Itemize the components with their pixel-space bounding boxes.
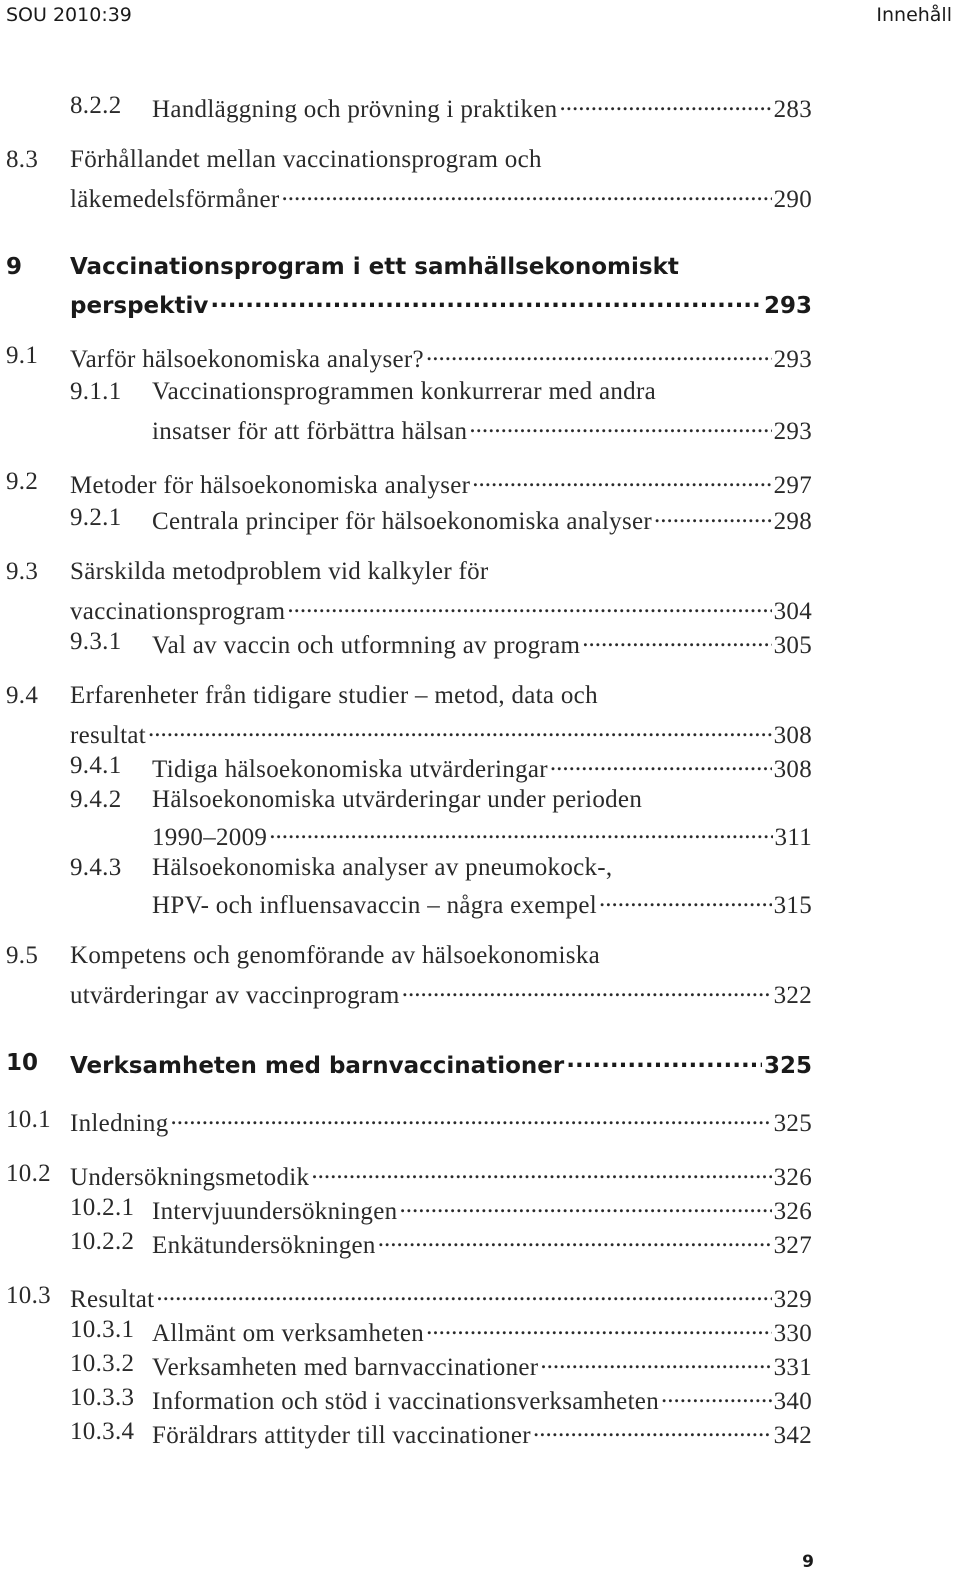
toc-entry-line bbox=[152, 92, 812, 124]
toc-entry-title: Erfarenheter från tidigare studier – metod, data och bbox=[70, 682, 598, 709]
toc-entry-line bbox=[152, 1228, 812, 1260]
dot-leader bbox=[311, 1160, 771, 1185]
toc-entry-line bbox=[152, 1194, 812, 1226]
toc-entry-number: 9.2.1 bbox=[70, 504, 122, 531]
toc-entry-title: Undersökningsmetodik bbox=[70, 1164, 310, 1191]
toc-entry-number: 10.3.4 bbox=[70, 1418, 135, 1445]
toc-entry-number: 10.1 bbox=[6, 1106, 51, 1133]
toc-entry-line bbox=[70, 290, 812, 319]
toc-entry-page: 325 bbox=[773, 1110, 812, 1137]
dot-leader bbox=[559, 92, 771, 117]
toc-entry-page: 322 bbox=[773, 982, 812, 1009]
toc-entry-title: Allmänt om verksamheten bbox=[152, 1320, 425, 1347]
dot-leader bbox=[171, 1106, 772, 1131]
toc-entry-number: 9.1.1 bbox=[70, 378, 122, 405]
toc-entry-page: 293 bbox=[763, 293, 812, 319]
toc-entry-line bbox=[152, 628, 812, 660]
running-header-left: SOU 2010:39 bbox=[6, 4, 132, 26]
toc-entry-number: 8.2.2 bbox=[70, 92, 122, 119]
toc-entry-title: Förhållandet mellan vaccinationsprogram och bbox=[70, 146, 542, 173]
dot-leader bbox=[472, 468, 771, 493]
toc-entry-title: perspektiv bbox=[70, 293, 209, 319]
toc-entry-title: Verksamheten med barnvaccinationer bbox=[152, 1354, 539, 1381]
dot-leader bbox=[654, 504, 772, 529]
dot-leader bbox=[281, 182, 771, 207]
toc-entry-title: Hälsoekonomiska utvärderingar under perioden bbox=[152, 786, 643, 813]
toc-entry-title: Särskilda metodproblem vid kalkyler för bbox=[70, 558, 489, 585]
toc-entry-title: utvärderingar av vaccinprogram bbox=[70, 982, 400, 1009]
toc-entry-line bbox=[70, 1282, 812, 1314]
toc-entry-title: Kompetens och genomförande av hälsoekonomiska bbox=[70, 942, 601, 969]
toc-entry-title: Hälsoekonomiska analyser av pneumokock-, bbox=[152, 854, 613, 881]
dot-leader bbox=[287, 594, 771, 619]
toc-entry-line bbox=[152, 1418, 812, 1450]
toc-entry-line bbox=[152, 1316, 812, 1348]
toc-entry-title: Val av vaccin och utformning av program bbox=[152, 632, 581, 659]
toc-entry-title: Varför hälsoekonomiska analyser? bbox=[70, 346, 424, 373]
toc-entry-title: Verksamheten med barnvaccinationer bbox=[70, 1053, 565, 1079]
toc-entry-number: 9.4.2 bbox=[70, 786, 122, 813]
running-header-right: Innehåll bbox=[876, 4, 952, 26]
toc-entry-title: Tidiga hälsoekonomiska utvärderingar bbox=[152, 756, 548, 783]
toc-entry-title: vaccinationsprogram bbox=[70, 598, 286, 625]
toc-entry-page: 326 bbox=[773, 1164, 812, 1191]
toc-entry-line bbox=[70, 342, 812, 374]
toc-entry-page: 325 bbox=[763, 1053, 812, 1079]
toc-entry-title: läkemedelsförmåner bbox=[70, 186, 280, 213]
dot-leader bbox=[566, 1050, 762, 1073]
toc-entry-page: 340 bbox=[773, 1388, 812, 1415]
toc-entry-title: 1990–2009 bbox=[152, 824, 268, 851]
toc-entry-title: Intervjuundersökningen bbox=[152, 1198, 398, 1225]
dot-leader bbox=[156, 1282, 771, 1307]
toc-entry-page: 298 bbox=[773, 508, 812, 535]
dot-leader bbox=[469, 414, 771, 439]
dot-leader bbox=[399, 1194, 771, 1219]
toc-entry-page: 283 bbox=[773, 96, 812, 123]
dot-leader bbox=[378, 1228, 772, 1253]
toc-entry-number: 9.3.1 bbox=[70, 628, 122, 655]
toc-entry-number: 9 bbox=[6, 254, 23, 280]
toc-entry-title: Föräldrars attityder till vaccinationer bbox=[152, 1422, 531, 1449]
toc-entry-title: Vaccinationsprogram i ett samhällsekonomiskt bbox=[70, 254, 679, 280]
toc-entry-title: Resultat bbox=[70, 1286, 155, 1313]
toc-entry-number: 9.3 bbox=[6, 558, 39, 585]
toc-entry-line bbox=[152, 820, 812, 852]
toc-entry-number: 9.5 bbox=[6, 942, 39, 969]
dot-leader bbox=[269, 820, 772, 845]
toc-entry-number: 9.1 bbox=[6, 342, 39, 369]
toc-entry-page: 308 bbox=[773, 722, 812, 749]
toc-entry-line bbox=[70, 594, 812, 626]
toc-entry-number: 9.4.3 bbox=[70, 854, 122, 881]
dot-leader bbox=[582, 628, 771, 653]
toc-entry-title: resultat bbox=[70, 722, 146, 749]
toc-entry-title: insatser för att förbättra hälsan bbox=[152, 418, 468, 445]
dot-leader bbox=[661, 1384, 772, 1409]
toc-entry-line bbox=[70, 182, 812, 214]
dot-leader bbox=[402, 978, 772, 1003]
toc-entry-page: 293 bbox=[773, 418, 812, 445]
toc-entry-line bbox=[70, 1050, 812, 1079]
toc-entry-page: 311 bbox=[774, 824, 812, 851]
toc-entry-number: 10.2.2 bbox=[70, 1228, 135, 1255]
toc-entry-page: 293 bbox=[773, 346, 812, 373]
toc-entry-page: 290 bbox=[773, 186, 812, 213]
dot-leader bbox=[550, 752, 772, 777]
dot-leader bbox=[599, 888, 772, 913]
toc-entry-page: 327 bbox=[773, 1232, 812, 1259]
toc-entry-title: Enkätundersökningen bbox=[152, 1232, 376, 1259]
toc-entry-page: 304 bbox=[773, 598, 812, 625]
toc-entry-line bbox=[152, 1350, 812, 1382]
toc-entry-page: 315 bbox=[773, 892, 812, 919]
toc-entry-title: Information och stöd i vaccinationsverksamheten bbox=[152, 1388, 660, 1415]
toc-entry-page: 308 bbox=[773, 756, 812, 783]
toc-entry-number: 8.3 bbox=[6, 146, 39, 173]
toc-entry-title: Metoder för hälsoekonomiska analyser bbox=[70, 472, 471, 499]
toc-entry-number: 10.2 bbox=[6, 1160, 51, 1187]
dot-leader bbox=[210, 290, 762, 313]
toc-entry-line bbox=[70, 1160, 812, 1192]
toc-entry-title: HPV- och influensavaccin – några exempel bbox=[152, 892, 597, 919]
dot-leader bbox=[148, 718, 772, 743]
toc-entry-line bbox=[70, 718, 812, 750]
toc-entry-line bbox=[70, 978, 812, 1010]
toc-entry-title: Handläggning och prövning i praktiken bbox=[152, 96, 558, 123]
toc-entry-number: 9.4 bbox=[6, 682, 39, 709]
toc-entry-number: 10.3 bbox=[6, 1282, 51, 1309]
dot-leader bbox=[426, 342, 772, 367]
toc-entry-page: 305 bbox=[773, 632, 812, 659]
toc-entry-number: 10 bbox=[6, 1050, 39, 1076]
dot-leader bbox=[533, 1418, 772, 1443]
toc-entry-line bbox=[152, 414, 812, 446]
toc-entry-line bbox=[152, 1384, 812, 1416]
dot-leader bbox=[426, 1316, 771, 1341]
toc-entry-title: Vaccinationsprogrammen konkurrerar med andra bbox=[152, 378, 656, 405]
toc-entry-page: 330 bbox=[773, 1320, 812, 1347]
toc-entry-number: 10.3.1 bbox=[70, 1316, 135, 1343]
toc-entry-page: 297 bbox=[773, 472, 812, 499]
toc-entry-page: 331 bbox=[773, 1354, 812, 1381]
toc-entry-line bbox=[152, 888, 812, 920]
toc-entry-line bbox=[152, 752, 812, 784]
toc-entry-title: Inledning bbox=[70, 1110, 169, 1137]
toc-entry-line bbox=[70, 468, 812, 500]
toc-entry-line bbox=[70, 1106, 812, 1138]
toc-entry-page: 326 bbox=[773, 1198, 812, 1225]
toc-entry-number: 9.4.1 bbox=[70, 752, 122, 779]
toc-entry-number: 9.2 bbox=[6, 468, 39, 495]
page-number: 9 bbox=[802, 1552, 814, 1572]
toc-entry-page: 329 bbox=[773, 1286, 812, 1313]
toc-entry-number: 10.3.2 bbox=[70, 1350, 135, 1377]
toc-entry-number: 10.3.3 bbox=[70, 1384, 135, 1411]
dot-leader bbox=[540, 1350, 771, 1375]
toc-entry-page: 342 bbox=[773, 1422, 812, 1449]
toc-entry-number: 10.2.1 bbox=[70, 1194, 135, 1221]
toc-entry-line bbox=[152, 504, 812, 536]
toc-entry-title: Centrala principer för hälsoekonomiska analyser bbox=[152, 508, 653, 535]
